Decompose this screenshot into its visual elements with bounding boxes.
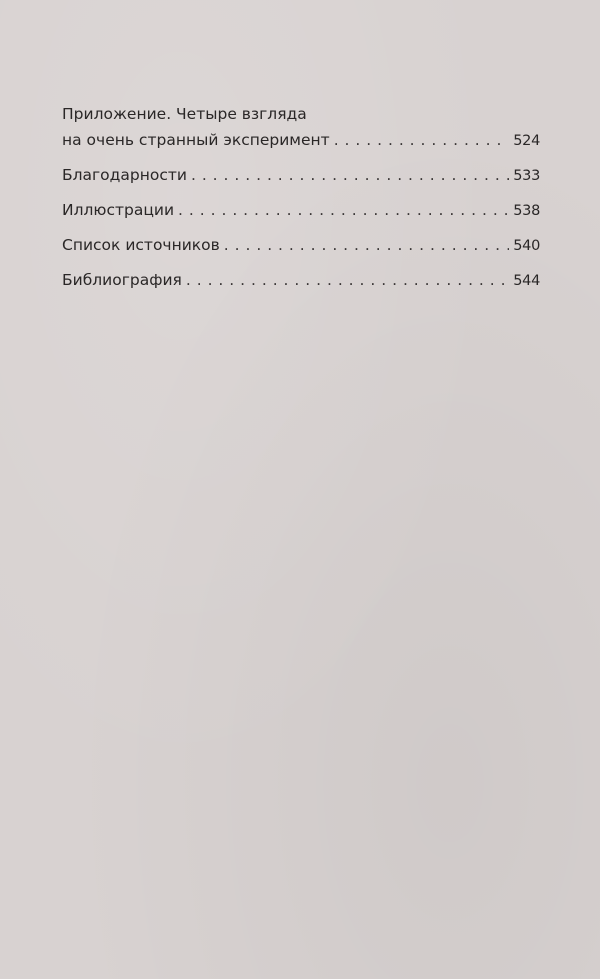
toc-entry-page: 533 <box>513 168 540 184</box>
toc-entry-line <box>62 104 540 124</box>
toc-entry-bibliography[interactable] <box>62 270 540 291</box>
toc-entry-title: Приложение. Четыре взгляда <box>62 105 307 123</box>
toc-entry-page: 524 <box>513 133 540 149</box>
toc-dot-leader <box>191 165 509 185</box>
toc-entry-acknowledgements[interactable] <box>62 165 540 186</box>
toc-entry-line <box>62 200 540 221</box>
toc-dot-leader <box>224 235 509 255</box>
toc-entry-page: 540 <box>513 238 540 254</box>
toc-dot-leader <box>186 270 509 290</box>
toc-entry-line <box>62 165 540 186</box>
toc-entry-line <box>62 130 540 151</box>
toc-entry-appendix[interactable] <box>62 104 540 151</box>
toc-entry-sources[interactable] <box>62 235 540 256</box>
toc-entry-title: Библиография <box>62 271 182 289</box>
toc-entry-line <box>62 235 540 256</box>
toc-entry-title: Иллюстрации <box>62 201 175 219</box>
toc-entry-illustrations[interactable] <box>62 200 540 221</box>
toc-entry-page: 544 <box>513 273 540 289</box>
toc-entry-line <box>62 270 540 291</box>
toc-entry-title: Список источников <box>62 236 220 254</box>
toc-dot-leader <box>334 130 510 150</box>
table-of-contents <box>62 104 540 305</box>
toc-dot-leader <box>178 200 509 220</box>
toc-entry-title: Благодарности <box>62 166 187 184</box>
toc-entry-title-continued: на очень странный эксперимент <box>62 131 330 149</box>
toc-entry-page: 538 <box>513 203 540 219</box>
